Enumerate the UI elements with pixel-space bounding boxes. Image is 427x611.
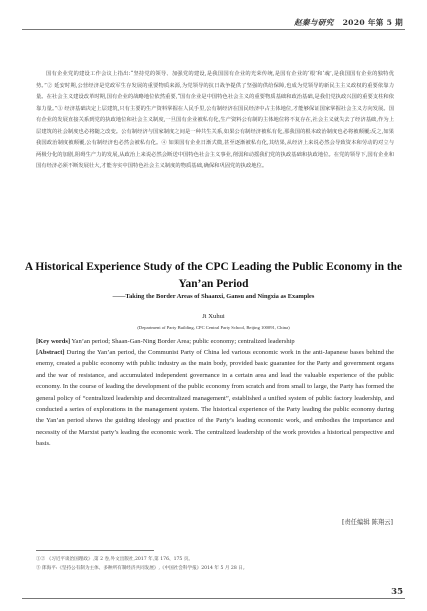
footer-divider	[22, 598, 405, 599]
keywords-line	[36, 336, 394, 347]
abstract-text: During the Yan’an period, the Communist Party of China led various economic work in the anti-Japanese bases behind the enemy, created a public economy with public industry as the main body, provided basic guarantee for the Party and government organs and the war of resistance, and accumulated independent governance in a certain area and lead the valuable experience of the public economy. In the course of leading the development of the public economy from scratch and from small to large, the Party has formed the general policy of “centralized leadership and decentralized management”, established a unified system of public factory leadership, and conducted a series of explorations in the management system. The historical experience of the Party leading the public economy during the Yan’an period shows the guiding ideology and practice of the Party’s leading economic work, and embodies the importance and necessity of the Marxist party’s leading the economic work. The centralized leadership of the work provides a historical perspective and basis.	[36, 349, 395, 448]
keywords-label: [Key words]	[36, 338, 71, 345]
issue-label: 2020 年第 5 期	[342, 18, 403, 27]
running-header	[294, 17, 403, 28]
header-divider	[22, 29, 405, 30]
article-title: A Historical Experience Study of the CPC Leading the Public Economy in the Yan’an Period	[24, 261, 403, 290]
page-number: 35	[391, 587, 403, 597]
footnote-item: ③ 郎海平:《坚持公有制为主体、多种所有制经济共同发展》,《中国社会科学报》2014 年 5 月 28 日。	[36, 566, 248, 571]
keywords-text: Yan’an period; Shaan-Gan-Ning Border Area; public economy; centralized leadership	[71, 338, 295, 345]
footnote-divider	[36, 550, 154, 551]
journal-name: 赵秦与研究	[294, 18, 334, 27]
abstract-paragraph	[36, 347, 394, 450]
author-affiliation: (Department of Party Building, CPC Central Party School, Beijing 100091, China)	[137, 325, 290, 330]
abstract-label: [Abstract]	[36, 349, 65, 356]
article-subtitle: ——Taking the Border Areas of Shaanxi, Gansu and Ningxia as Examples	[112, 293, 315, 300]
footnote-item: ①② 《习近平谈治国理政》,第 2 卷,外文出版社,2017 年,第 176、175 页。	[36, 557, 194, 562]
author-name: Ji Xuhui	[202, 313, 225, 320]
chinese-body-paragraph: 国有企业党的建设工作会议上指出:“坚持党的领导、加强党的建设,是我国国有企业的光荣传统,是国有企业的‘根’和‘魂’,是我国国有企业的独特优势。”② 延安时期,公营经济是党政军生存发展的重要物质来源,为党领导的抗日战争提供了坚强的供给保障,也成为党领导的新民主主义政权的重要依靠力量。在社会主义建设改革时期,国有企业的战略地位依然重要,“国有企业是中国特色社会主义的重要物质基础和政治基础,是我们党执政兴国的重要支柱和依靠力量。”③ 经济基础决定上层建筑,只有主要的生产资料掌握在人民手里,公有制经济在国民经济中占主体地位,才能够保证国家掌握社会主义方向发展。国有企业的发展直接关系到党的执政地位和社会主义制度,一旦国有企业被私有化,生产资料公有制的主体地位将不复存在,社会主义就失去了经济基础,作为上层建筑的社会制度也必将随之改变。公有制经济与国家制度之间是一种共生关系,如果公有制经济被私有化,那我国的根本政治制度也必将被颠覆;反之,如果我国政治制度被颠覆,公有制经济也必然会被私有化。④ 如果国有企业日渐式微,甚至逐渐被私有化,其结果,从经济上来说必然会导致资本和劳动的对立与两极分化的加剧,阻碍生产力的发展,从政治上来说必然会断送中国特色社会主义事业,削弱和动摇我们党的执政基础和执政地位。在党的领导下,国有企业和国有经济必须不断发展壮大,才能夯实中国特色社会主义制度的物质基础,确保和巩固党的执政地位。	[36, 71, 394, 170]
footnotes	[36, 555, 394, 573]
editor-credit: [责任编辑 陈翔云]	[342, 519, 393, 526]
